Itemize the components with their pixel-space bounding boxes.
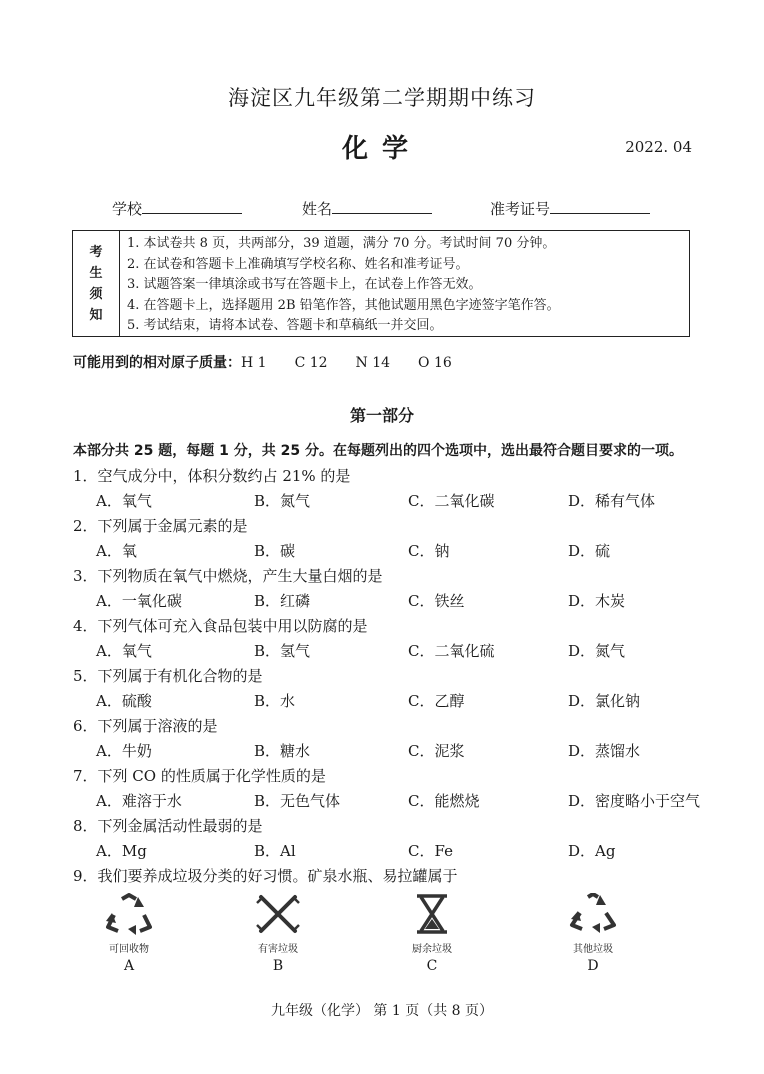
option-a: A．氧气 xyxy=(96,492,152,510)
question-stem: 8．下列金属活动性最弱的是 xyxy=(73,817,263,835)
option-d: D．木炭 xyxy=(568,592,626,610)
notice-item: 4. 在答题卡上，选择题用 2B 铅笔作答，其他试题用黑色字迹签字笔作答。 xyxy=(127,297,560,313)
option-c: C．乙醇 xyxy=(408,692,465,710)
icon-option-letter: B xyxy=(272,958,284,974)
notice-item: 5. 考试结束，请将本试卷、答题卡和草稿纸一并交回。 xyxy=(127,318,443,333)
option-c: C．泥浆 xyxy=(408,742,465,760)
exam-title: 海淀区九年级第二学期期中练习 xyxy=(228,86,536,110)
option-d: D．稀有气体 xyxy=(568,492,656,510)
option-d: D．氮气 xyxy=(568,642,626,660)
icon-option-letter: C xyxy=(426,958,438,974)
question-stem: 3．下列物质在氧气中燃烧，产生大量白烟的是 xyxy=(73,567,383,585)
notice-items xyxy=(127,234,560,337)
name-label: 姓名 xyxy=(302,200,333,218)
atomic-masses-values: H 1 C 12 N 14 O 16 xyxy=(241,355,452,371)
notice-label: 考 生 须 知 xyxy=(73,231,120,336)
atomic-masses xyxy=(73,352,452,372)
part-title: 第一部分 xyxy=(349,406,414,425)
option-a: A．牛奶 xyxy=(96,742,152,760)
option-b: B．氢气 xyxy=(254,642,311,660)
notice-item: 3. 试题答案一律填涂或书写在答题卡上，在试卷上作答无效。 xyxy=(127,277,482,292)
question-stem: 1．空气成分中，体积分数约占 21% 的是 xyxy=(73,467,351,485)
option-a: A．Mg xyxy=(96,842,147,860)
option-b: B．Al xyxy=(254,842,296,860)
icon-caption: 可回收物 xyxy=(109,944,149,955)
candidate-notice xyxy=(72,230,690,337)
subject-title: 化学 xyxy=(341,134,422,164)
option-a: A．氧 xyxy=(96,542,137,560)
icon-option-letter: D xyxy=(587,958,599,974)
option-c: C．钠 xyxy=(408,542,450,560)
option-c: C．二氧化硫 xyxy=(408,642,495,660)
option-b: B．红磷 xyxy=(254,592,311,610)
question-stem: 2．下列属于金属元素的是 xyxy=(73,517,248,535)
option-c: C．能燃烧 xyxy=(408,792,480,810)
notice-item: 2. 在试卷和答题卡上准确填写学校名称、姓名和准考证号。 xyxy=(127,256,469,272)
question-stem: 7．下列 CO 的性质属于化学性质的是 xyxy=(73,767,326,785)
option-a: A．硫酸 xyxy=(96,692,152,710)
question-stem: 4．下列气体可充入食品包装中用以防腐的是 xyxy=(73,617,368,635)
icon-caption: 其他垃圾 xyxy=(573,944,613,955)
option-b: B．碳 xyxy=(254,542,296,560)
option-b: B．无色气体 xyxy=(254,792,341,810)
option-b: B．糖水 xyxy=(254,742,311,760)
exam-id-label: 准考证号 xyxy=(490,200,551,218)
icon-option-letter: A xyxy=(123,958,135,974)
option-d: D．Ag xyxy=(568,842,616,860)
option-c: C．铁丝 xyxy=(408,592,465,610)
other-waste-icon xyxy=(568,893,618,935)
kitchen-waste-icon xyxy=(407,893,457,935)
icon-caption: 厨余垃圾 xyxy=(412,944,452,955)
notice-item: 1. 本试卷共 8 页，共两部分，39 道题，满分 70 分。考试时间 70 分钟。 xyxy=(127,236,556,251)
option-a: A．氧气 xyxy=(96,642,152,660)
school-field xyxy=(112,198,242,219)
exam-date: 2022. 04 xyxy=(625,138,692,156)
recyclable-icon xyxy=(104,893,154,935)
question-stem: 6．下列属于溶液的是 xyxy=(73,717,218,735)
name-blank xyxy=(332,198,432,214)
part-description: 本部分共 25 题，每题 1 分，共 25 分。在每题列出的四个选项中，选出最符合题目要求的一项。 xyxy=(73,443,683,459)
icon-caption: 有害垃圾 xyxy=(258,944,298,955)
question-stem: 9．我们要养成垃圾分类的好习惯。矿泉水瓶、易拉罐属于 xyxy=(73,867,458,885)
option-b: B．氮气 xyxy=(254,492,311,510)
atomic-masses-label: 可能用到的相对原子质量： xyxy=(73,355,241,371)
school-label: 学校 xyxy=(112,200,143,218)
option-c: C．Fe xyxy=(408,842,453,860)
option-d: D．氯化钠 xyxy=(568,692,641,710)
option-a: A．难溶于水 xyxy=(96,792,182,810)
page-footer: 九年级（化学） 第 1 页（共 8 页） xyxy=(270,1003,494,1019)
option-d: D．密度略小于空气 xyxy=(568,792,701,810)
option-c: C．二氧化碳 xyxy=(408,492,495,510)
option-d: D．蒸馏水 xyxy=(568,742,641,760)
option-d: D．硫 xyxy=(568,542,611,560)
option-a: A．一氧化碳 xyxy=(96,592,182,610)
exam-id-blank xyxy=(550,198,650,214)
question-stem: 5．下列属于有机化合物的是 xyxy=(73,667,263,685)
option-b: B．水 xyxy=(254,692,296,710)
hazardous-icon xyxy=(253,893,303,935)
name-field xyxy=(302,198,432,219)
school-blank xyxy=(142,198,242,214)
exam-id-field xyxy=(490,198,650,219)
